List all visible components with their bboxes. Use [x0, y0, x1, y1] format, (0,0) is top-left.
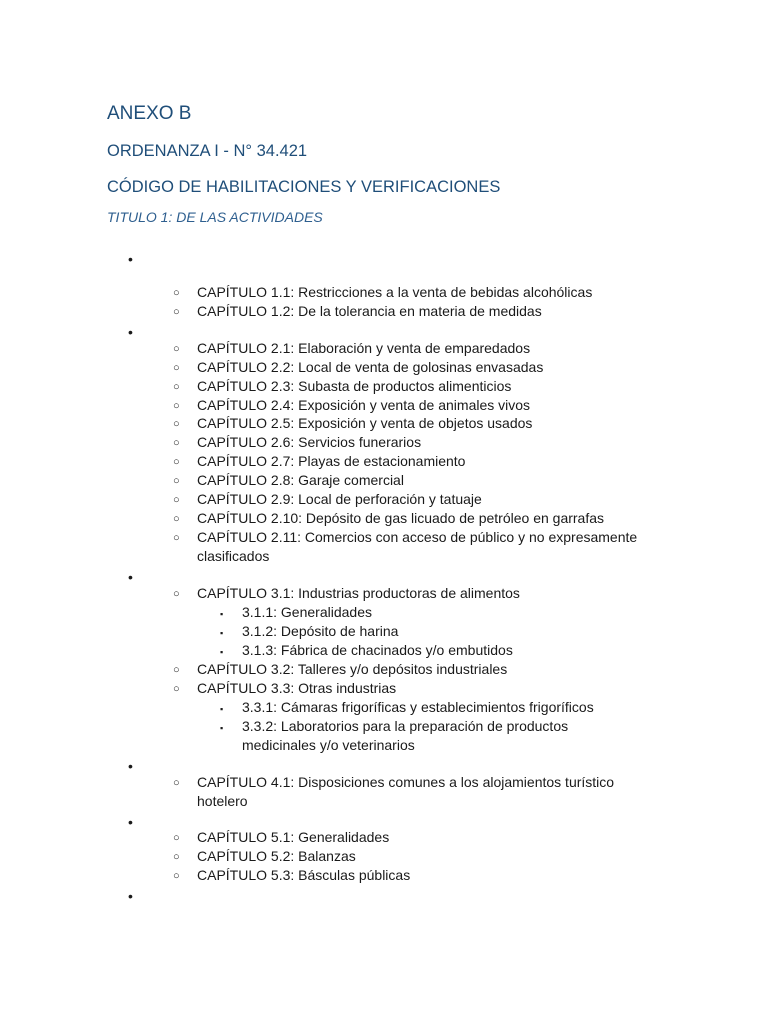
annex-heading: ANEXO B [107, 103, 192, 124]
list-circle-bullet: ○ [173, 832, 180, 844]
list-circle-bullet: ○ [173, 588, 180, 600]
list-circle-bullet: ○ [173, 475, 180, 487]
list-circle-bullet: ○ [173, 437, 180, 449]
list-item: CAPÍTULO 3.3: Otras industrias [197, 680, 397, 696]
list-item: CAPÍTULO 4.1: Disposiciones comunes a los alojamientos turístico [197, 774, 615, 790]
list-subitem: 3.1.2: Depósito de harina [242, 623, 399, 639]
list-circle-bullet: ○ [173, 683, 180, 695]
list-bullet: • [128, 888, 133, 904]
list-square-bullet: ▪ [220, 609, 224, 619]
list-bullet: • [128, 251, 133, 267]
list-circle-bullet: ○ [173, 287, 180, 299]
list-subitem: 3.1.3: Fábrica de chacinados y/o embutidos [242, 642, 513, 658]
list-circle-bullet: ○ [173, 532, 180, 544]
list-item: CAPÍTULO 2.4: Exposición y venta de animales vivos [197, 397, 531, 413]
list-item: CAPÍTULO 2.1: Elaboración y venta de emparedados [197, 340, 531, 356]
list-circle-bullet: ○ [173, 362, 180, 374]
list-circle-bullet: ○ [173, 418, 180, 430]
list-item: CAPÍTULO 2.7: Playas de estacionamiento [197, 453, 466, 469]
list-circle-bullet: ○ [173, 400, 180, 412]
list-circle-bullet: ○ [173, 456, 180, 468]
list-square-bullet: ▪ [220, 723, 224, 733]
list-subitem-continuation: medicinales y/o veterinarios [242, 737, 415, 753]
list-square-bullet: ▪ [220, 628, 224, 638]
list-item: CAPÍTULO 5.2: Balanzas [197, 848, 356, 864]
list-circle-bullet: ○ [173, 494, 180, 506]
list-circle-bullet: ○ [173, 870, 180, 882]
list-item-continuation: hotelero [197, 793, 248, 809]
list-bullet: • [128, 324, 133, 340]
list-bullet: • [128, 758, 133, 774]
code-title-heading: CÓDIGO DE HABILITACIONES Y VERIFICACIONES [107, 178, 501, 196]
list-bullet: • [128, 569, 133, 585]
list-square-bullet: ▪ [220, 704, 224, 714]
list-subitem: 3.1.1: Generalidades [242, 604, 372, 620]
ordinance-heading: ORDENANZA I - N° 34.421 [107, 142, 308, 160]
list-item: CAPÍTULO 2.5: Exposición y venta de objetos usados [197, 415, 533, 431]
list-item: CAPÍTULO 1.1: Restricciones a la venta de bebidas alcohólicas [197, 284, 593, 300]
list-circle-bullet: ○ [173, 851, 180, 863]
list-circle-bullet: ○ [173, 777, 180, 789]
list-circle-bullet: ○ [173, 664, 180, 676]
list-item: CAPÍTULO 1.2: De la tolerancia en materia de medidas [197, 303, 542, 319]
list-item: CAPÍTULO 2.6: Servicios funerarios [197, 434, 422, 450]
list-item: CAPÍTULO 3.1: Industrias productoras de alimentos [197, 585, 520, 601]
list-circle-bullet: ○ [173, 306, 180, 318]
list-item: CAPÍTULO 3.2: Talleres y/o depósitos industriales [197, 661, 508, 677]
list-item: CAPÍTULO 2.8: Garaje comercial [197, 472, 404, 488]
list-item: CAPÍTULO 5.1: Generalidades [197, 829, 390, 845]
list-item: CAPÍTULO 5.3: Básculas públicas [197, 867, 411, 883]
list-square-bullet: ▪ [220, 647, 224, 657]
list-item: CAPÍTULO 2.9: Local de perforación y tatuaje [197, 491, 482, 507]
list-subitem: 3.3.1: Cámaras frigoríficas y establecimientos frigoríficos [242, 699, 594, 715]
list-item: CAPÍTULO 2.10: Depósito de gas licuado de petróleo en garrafas [197, 510, 605, 526]
list-circle-bullet: ○ [173, 381, 180, 393]
titulo-subheading: TITULO 1: DE LAS ACTIVIDADES [107, 209, 323, 225]
list-subitem: 3.3.2: Laboratorios para la preparación de productos [242, 718, 569, 734]
list-circle-bullet: ○ [173, 513, 180, 525]
list-item: CAPÍTULO 2.3: Subasta de productos alimenticios [197, 378, 512, 394]
list-item-continuation: clasificados [197, 548, 270, 564]
list-item: CAPÍTULO 2.2: Local de venta de golosinas envasadas [197, 359, 544, 375]
list-bullet: • [128, 814, 133, 830]
list-circle-bullet: ○ [173, 343, 180, 355]
list-item: CAPÍTULO 2.11: Comercios con acceso de público y no expresamente [197, 529, 638, 545]
